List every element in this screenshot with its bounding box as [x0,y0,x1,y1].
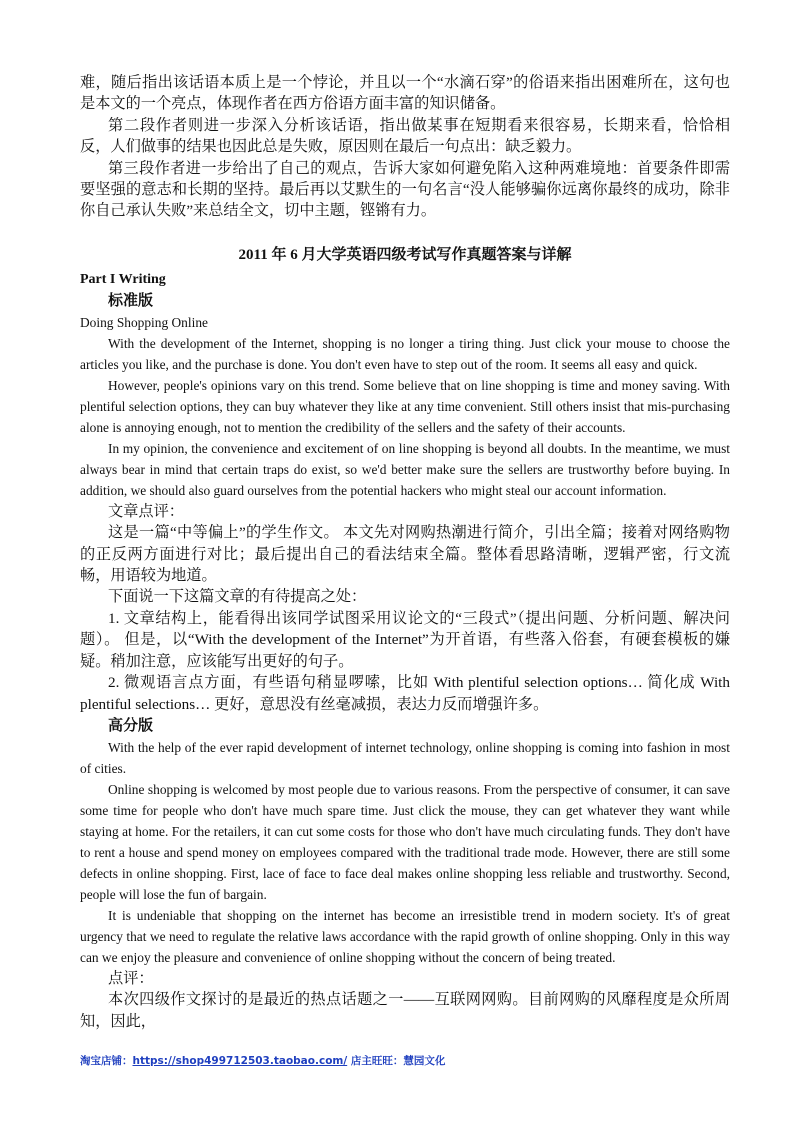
essay-paragraph: With the development of the Internet, shopping is no longer a tiring thing. Just click your mouse to choose the articles you like, and the purchase is done. You don't even have to step out of the room. It seems all easy and quick. [80,335,730,372]
paragraph: 第二段作者则进一步深入分析该话语，指出做某事在短期看来很容易，长期来看，恰恰相反，人们做事的结果也因此总是失败，原因则在最后一句点出：缺乏毅力。 [80,116,730,156]
footer [80,1053,445,1068]
essay-paragraph: However, people's opinions vary on this trend. Some believe that on line shopping is time and money saving. With plentiful selection options, they can buy whatever they like at any time convenient. Still others insist that mis-purchasing alone is annoying enough, not to mention the credibility of the sellers and the safety of their accounts. [80,377,730,435]
high-score-version-label: 高分版 [108,717,154,734]
part-label: Part I Writing [80,271,166,287]
comment-paragraph: 下面说一下这篇文章的有待提高之处： [108,588,367,606]
comment-paragraph: 这是一篇“中等偏上”的学生作文。 本文先对网购热潮进行简介，引出全篇；接着对网络购物的正反两方面进行对比；最后提出自己的看法结束全篇。整体看思路清晰，逻辑严密，行文流畅，用语较为地道。 [80,524,730,585]
shop-link[interactable]: https://shop499712503.taobao.com/ [132,1055,348,1067]
essay-title: Doing Shopping Online [80,314,208,330]
essay-paragraph: Online shopping is welcomed by most people due to various reasons. From the perspective of consumer, it can save some time for people who don't have much spare time. Just click the mouse, they can get whatever they want while staying at home. For the retailers, it can cut some costs for those who don't have much circulating funds. They don't have to rent a house and spend money on employees compared with the traditional trade mode. However, there are still some defects in online shopping. First, lace of face to face deal makes online shopping less reliable and trustworthy. Second, people will lose the fun of bargain. [80,781,730,902]
essay-paragraph: With the help of the ever rapid development of internet technology, online shopping is coming into fashion in most of cities. [80,739,730,776]
footer-suffix: 店主旺旺：慧园文化 [347,1055,446,1067]
comment-paragraph: 1. 文章结构上，能看得出该同学试图采用议论文的“三段式”（提出问题、分析问题、解决问题）。 但是，以“With the development of the Internet”为开首语，有些落入俗套，有硬套模板的嫌疑。稍加注意，应该能写出更好的句子。 [80,609,730,670]
paragraph: 第三段作者进一步给出了自己的观点，告诉大家如何避免陷入这种两难境地：首要条件即需要坚强的意志和长期的坚持。最后再以艾默生的一句名言“没人能够骗你远离你最终的成功，除非你自己承认失败”来总结全文，切中主题，铿锵有力。 [80,159,730,220]
essay-paragraph: It is undeniable that shopping on the internet has become an irresistible trend in modern society. It's of great urgency that we need to regulate the relative laws accordance with the rapid growth of online shopping. Only in this way can we enjoy the pleasure and convenience of online shopping without the concern of being treated. [80,907,730,965]
footer-prefix: 淘宝店铺： [80,1055,133,1067]
comment-paragraph: 2. 微观语言点方面，有些语句稍显啰嗦，比如 With plentiful selection options… 简化成 With plentiful selections… 更好，意思没有丝毫减损，表达力反而增强许多。 [80,674,730,713]
document-page [80,72,730,1032]
comment-label: 文章点评： [108,502,184,520]
standard-version-label: 标准版 [108,292,154,309]
comment-label: 点评： [108,969,154,987]
paragraph: 难，随后指出该话语本质上是一个悖论，并且以一个“水滴石穿”的俗语来指出困难所在，这句也是本文的一个亮点，体现作者在西方俗语方面丰富的知识储备。 [80,74,730,113]
comment-paragraph: 本次四级作文探讨的是最近的热点话题之一——互联网网购。目前网购的风靡程度是众所周知，因此， [80,991,730,1030]
section-title: 2011 年 6 月大学英语四级考试写作真题答案与详解 [238,246,572,263]
essay-paragraph: In my opinion, the convenience and excitement of on line shopping is beyond all doubts. In the meantime, we must always bear in mind that certain traps do exist, so we'd better make sure the sellers are trustworthy before buying. In addition, we should also guard ourselves from the potential hackers who might steal our account information. [80,440,730,498]
